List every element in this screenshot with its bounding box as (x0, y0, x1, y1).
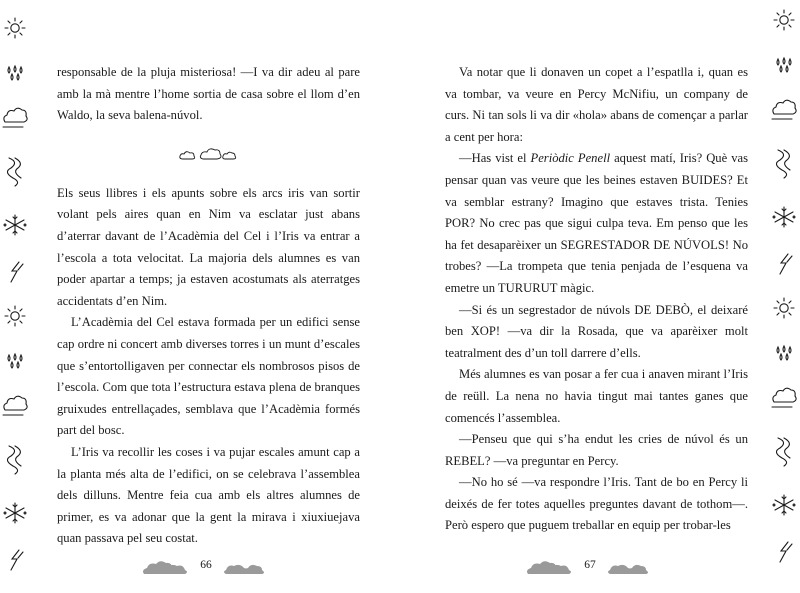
right-page-text (445, 62, 748, 537)
paragraph: Va notar que li donaven un copet a l’espatlla i, quan es va tombar, va veure en Percy McNifiu, un company de curs. Ni tan sols li va dir «hola» abans de començar a parlar a cent per hora: (445, 65, 748, 144)
snowflake-icon (4, 215, 26, 235)
paragraph (445, 148, 748, 299)
newspaper-title: Periòdic Penell (530, 151, 611, 166)
left-footer (140, 556, 272, 578)
paragraph: responsable de la pluja misteriosa! —I va dir adeu al pare amb la mà mentre l’home sortia de casa sobre el llom d’en Waldo, la seva balena-núvol. (57, 65, 360, 123)
paragraph: L’Acadèmia del Cel estava formada per un edifici sense cap ordre ni concert amb diverses torres i un munt d’escales que s’entortolligaven per connectar els nombrosos pisos de l’escola. Com que tota l’estructura estava plena de branques gruixudes entrellaçades, semblava que l’Acadèmia formés part del bosc. (57, 315, 360, 438)
paragraph: Més alumnes es van posar a fer cua i anaven mirant l’Iris de reüll. La nena no havia tingut mai tantes ganes que comencés l’assemblea. (445, 367, 748, 425)
paragraph-lead: —Has vist el (459, 151, 531, 166)
lightning-icon (11, 262, 23, 282)
raindrops-icon (8, 66, 22, 80)
paragraph: Els seus llibres i els apunts sobre els arcs iris van sortir volant pels aires quan en Nim va esclatar just abans d’aterrar davant de l’Acadèmia del Cel i l’Iris va entrar a l’escola a tota velocitat. La majoria dels alumnes es van poder apartar a temps; ja estaven acostumats als aterratges accidentats d’en Nim. (57, 185, 360, 308)
wind-swirl-icon (7, 158, 21, 186)
left-page-text (57, 62, 360, 550)
page-number: 66 (200, 559, 212, 571)
paragraph: —Si és un segrestador de núvols DE DEBÒ, el deixaré ben XOP! —va dir la Rosada, que va aparèixer molt teatralment des d’un toll darrere d’ells. (445, 302, 748, 360)
cloud-separator-icon (177, 147, 241, 163)
right-footer (524, 556, 656, 578)
left-weather-border (0, 0, 30, 593)
right-weather-border (769, 0, 799, 593)
paragraph: L’Iris va recollir les coses i va pujar escales amunt cap a la planta més alta de l’edifici, on se celebrava l’assemblea dels dilluns. Mentre feia cua amb els altres alumnes de primer, es va adonar que la gent la mirava i xiuxiuejava quan passava pel seu costat. (57, 444, 360, 546)
paragraph: —Penseu que qui s’ha endut les cries de núvol és un REBEL? —va preguntar en Percy. (445, 432, 748, 468)
page-number: 67 (584, 559, 596, 571)
sun-icon (5, 18, 25, 38)
cloud-icon (3, 108, 27, 127)
paragraph-rest: aquest matí, Iris? Què vas pensar quan vas veure que les beines estaven BUIDES? Et va semblar estrany? Imagino que estaves trista. Tenies POR? No crec pas que sigui culpa teva. Em penso que les ha fet desaparèixer un SEGRESTADOR DE NÚVOLS! No trobes? —La trompeta que tenia penjada de l’esquena va emetre un TURURUT màgic. (445, 151, 748, 295)
paragraph: —No ho sé —va respondre l’Iris. Tant de bo en Percy li deixés de fer totes aquelles preguntes davant de tothom—. Però espero que puguem treballar en equip per trobar-les (445, 475, 748, 533)
